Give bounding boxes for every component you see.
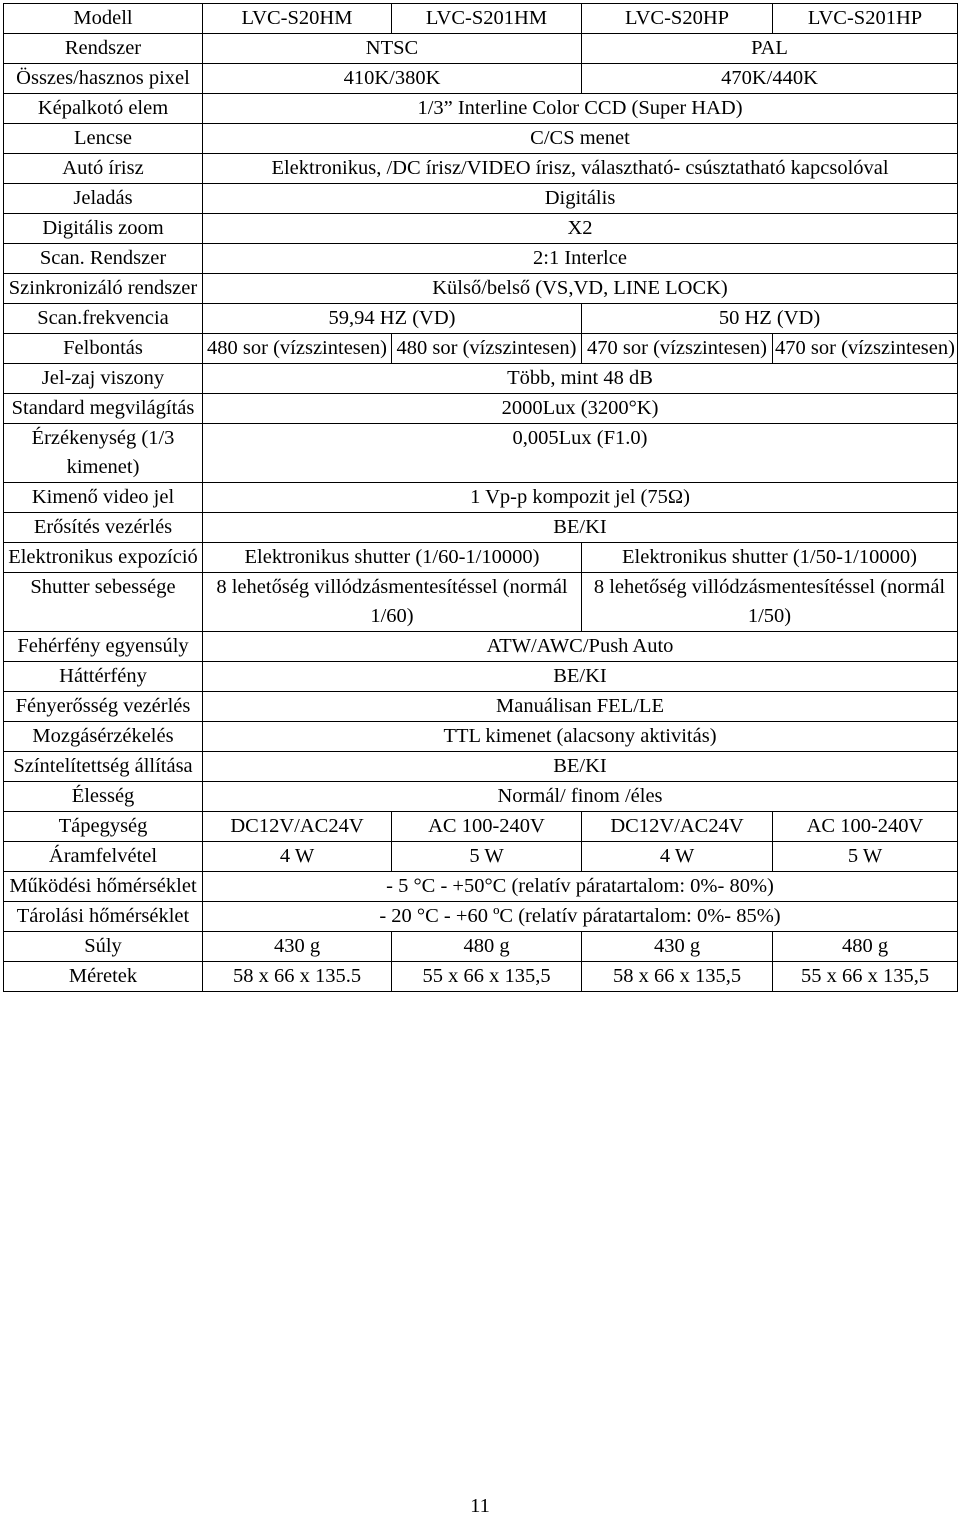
row-value: ATW/AWC/Push Auto [203, 632, 958, 662]
row-label: Autó írisz [4, 154, 203, 184]
row-megvilagitas [4, 394, 958, 424]
row-value: Digitális [203, 184, 958, 214]
ntsc-value: Elektronikus shutter (1/60-1/10000) [203, 543, 582, 573]
ntsc-value: NTSC [203, 34, 582, 64]
row-label: Kimenő video jel [4, 483, 203, 513]
model-3-value: 470 sor (vízszintesen) [582, 334, 773, 364]
row-label: Képalkotó elem [4, 94, 203, 124]
row-value: Normál/ finom /éles [203, 782, 958, 812]
row-label: Digitális zoom [4, 214, 203, 244]
row-label: Standard megvilágítás [4, 394, 203, 424]
row-label: Háttérfény [4, 662, 203, 692]
row-value: 2:1 Interlce [203, 244, 958, 274]
model-3-value: 58 x 66 x 135,5 [582, 962, 773, 992]
row-erzekenyseg [4, 424, 958, 483]
model-2-value: 5 W [392, 842, 582, 872]
row-feherfeny [4, 632, 958, 662]
row-label: Jel-zaj viszony [4, 364, 203, 394]
row-meretek [4, 962, 958, 992]
pal-value: 50 HZ (VD) [582, 304, 958, 334]
row-value: BE/KI [203, 513, 958, 543]
model-2-value: 55 x 66 x 135,5 [392, 962, 582, 992]
model-3-value: 4 W [582, 842, 773, 872]
row-tarolasi [4, 902, 958, 932]
row-aramfelvetel [4, 842, 958, 872]
pal-value: PAL [582, 34, 958, 64]
row-label: Színtelítettség állítása [4, 752, 203, 782]
model-4-value: 5 W [773, 842, 958, 872]
spec-table [3, 3, 958, 992]
model-3-value: DC12V/AC24V [582, 812, 773, 842]
model-4-value: 470 sor (vízszintesen) [773, 334, 958, 364]
row-value: - 20 °C - +60 ºC (relatív páratartalom: 0%- 85%) [203, 902, 958, 932]
row-value: Elektronikus, /DC írisz/VIDEO írisz, választható- csúsztatható kapcsolóval [203, 154, 958, 184]
row-suly [4, 932, 958, 962]
row-value: - 5 °C - +50°C (relatív páratartalom: 0%- 80%) [203, 872, 958, 902]
model-2-value: 480 sor (vízszintesen) [392, 334, 582, 364]
ntsc-value: 8 lehetőség villódzásmentesítéssel (normál 1/60) [203, 573, 582, 632]
row-value: 2000Lux (3200°K) [203, 394, 958, 424]
row-label: Fehérfény egyensúly [4, 632, 203, 662]
row-value: C/CS menet [203, 124, 958, 154]
row-label: Működési hőmérséklet [4, 872, 203, 902]
row-felbontas [4, 334, 958, 364]
row-label: Áramfelvétel [4, 842, 203, 872]
model-1-value: 430 g [203, 932, 392, 962]
row-irisz [4, 154, 958, 184]
row-label: Rendszer [4, 34, 203, 64]
row-label: Shutter sebessége [4, 573, 203, 632]
model-4-value: 480 g [773, 932, 958, 962]
row-mozgas [4, 722, 958, 752]
row-pixel [4, 64, 958, 94]
pal-value: Elektronikus shutter (1/50-1/10000) [582, 543, 958, 573]
row-frekvencia [4, 304, 958, 334]
row-label: Scan.frekvencia [4, 304, 203, 334]
row-lencse [4, 124, 958, 154]
model-4-value: AC 100-240V [773, 812, 958, 842]
pal-value: 8 lehetőség villódzásmentesítéssel (normál 1/50) [582, 573, 958, 632]
row-shutter [4, 573, 958, 632]
row-value: Több, mint 48 dB [203, 364, 958, 394]
row-label: Tárolási hőmérséklet [4, 902, 203, 932]
page-number: 11 [470, 1495, 490, 1517]
model-1: LVC-S20HM [203, 4, 392, 34]
row-label: Elektronikus expozíció [4, 543, 203, 573]
row-value: BE/KI [203, 662, 958, 692]
row-value: BE/KI [203, 752, 958, 782]
row-value: TTL kimenet (alacsony aktivitás) [203, 722, 958, 752]
model-2-value: AC 100-240V [392, 812, 582, 842]
row-label: Felbontás [4, 334, 203, 364]
row-value: 1 Vp-p kompozit jel (75Ω) [203, 483, 958, 513]
row-value: Külső/belső (VS,VD, LINE LOCK) [203, 274, 958, 304]
row-mukodesi [4, 872, 958, 902]
model-4-value: 55 x 66 x 135,5 [773, 962, 958, 992]
model-2: LVC-S201HM [392, 4, 582, 34]
row-jeladas [4, 184, 958, 214]
row-label: Modell [4, 4, 203, 34]
row-kepalkoto [4, 94, 958, 124]
row-tapegyseg [4, 812, 958, 842]
model-2-value: 480 g [392, 932, 582, 962]
row-jelzaj [4, 364, 958, 394]
row-label: Méretek [4, 962, 203, 992]
pal-value: 470K/440K [582, 64, 958, 94]
model-1-value: 4 W [203, 842, 392, 872]
row-modell [4, 4, 958, 34]
row-erosites [4, 513, 958, 543]
row-rendszer [4, 34, 958, 64]
row-value: Manuálisan FEL/LE [203, 692, 958, 722]
row-label: Súly [4, 932, 203, 962]
row-label: Erősítés vezérlés [4, 513, 203, 543]
model-3-value: 430 g [582, 932, 773, 962]
row-szinkron [4, 274, 958, 304]
row-hatterfeny [4, 662, 958, 692]
row-label: Mozgásérzékelés [4, 722, 203, 752]
row-value: 1/3” Interline Color CCD (Super HAD) [203, 94, 958, 124]
row-video [4, 483, 958, 513]
ntsc-value: 410K/380K [203, 64, 582, 94]
row-label: Jeladás [4, 184, 203, 214]
row-fenyero [4, 692, 958, 722]
row-scan [4, 244, 958, 274]
row-expozicio [4, 543, 958, 573]
row-label: Érzékenység (1/3 kimenet) [4, 424, 203, 483]
row-szintelitettseg [4, 752, 958, 782]
row-label: Lencse [4, 124, 203, 154]
row-label: Élesség [4, 782, 203, 812]
model-4: LVC-S201HP [773, 4, 958, 34]
row-value: X2 [203, 214, 958, 244]
row-label: Összes/hasznos pixel [4, 64, 203, 94]
model-1-value: 480 sor (vízszintesen) [203, 334, 392, 364]
row-label: Szinkronizáló rendszer [4, 274, 203, 304]
model-3: LVC-S20HP [582, 4, 773, 34]
row-label: Fényerősség vezérlés [4, 692, 203, 722]
model-1-value: DC12V/AC24V [203, 812, 392, 842]
row-label: Scan. Rendszer [4, 244, 203, 274]
row-elesseg [4, 782, 958, 812]
row-value: 0,005Lux (F1.0) [203, 424, 958, 483]
row-zoom [4, 214, 958, 244]
model-1-value: 58 x 66 x 135.5 [203, 962, 392, 992]
ntsc-value: 59,94 HZ (VD) [203, 304, 582, 334]
row-label: Tápegység [4, 812, 203, 842]
